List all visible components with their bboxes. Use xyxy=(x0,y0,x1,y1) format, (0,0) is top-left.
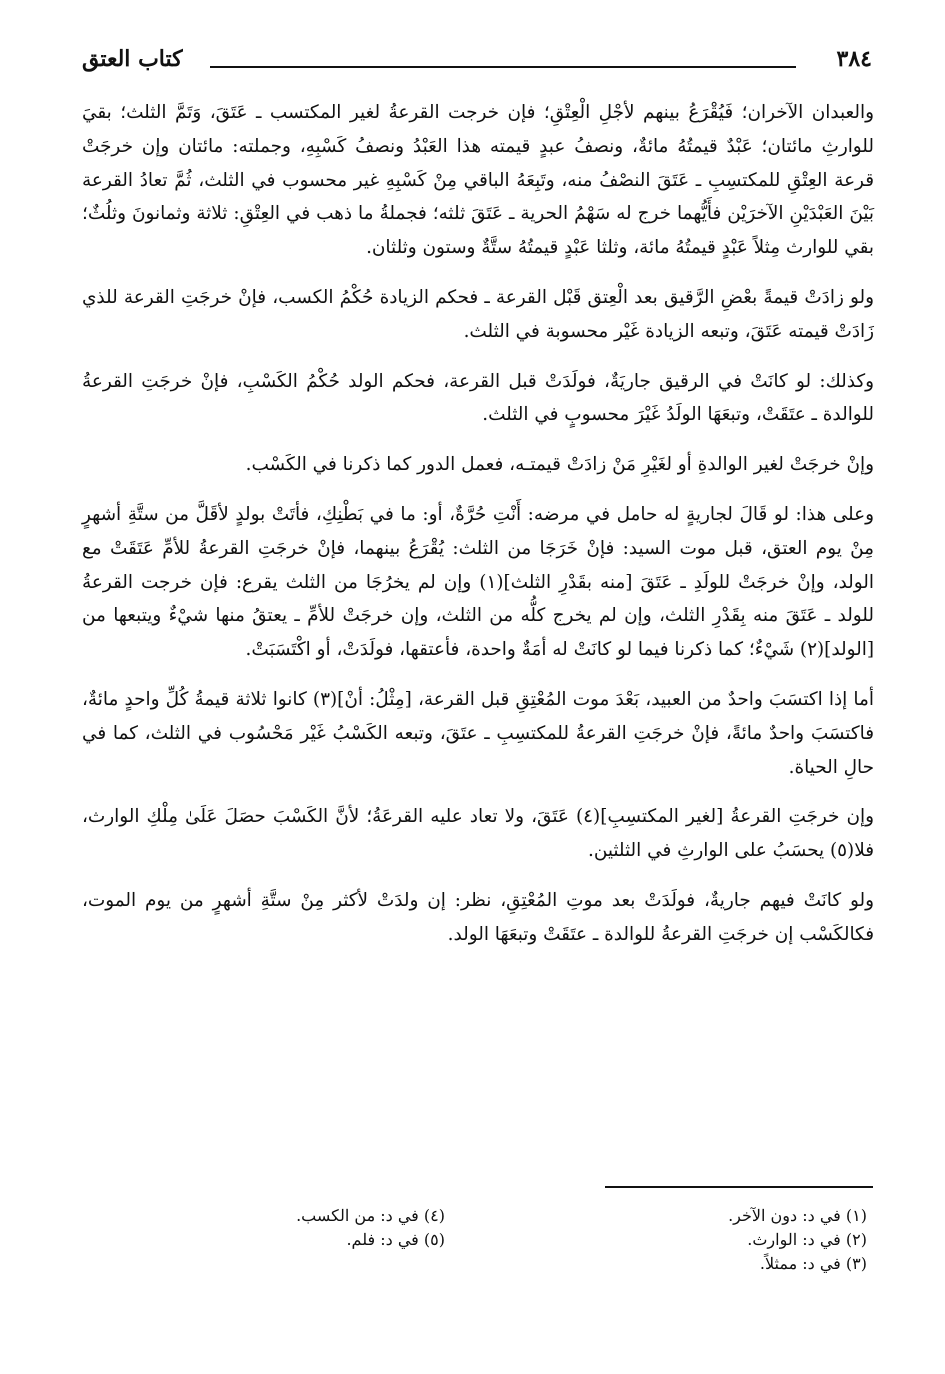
paragraph: وكذلك: لو كانَتْ في الرقيق جاريَةٌ، فولَدَتْ قبل القرعة، فحكم الولد حُكْمُ الكَسْبِ، فإنْ خرجَتِ القرعةُ للوالدة ـ عتَقَتْ، وتبعَهَا الولَدُ غَيْرَ محسوبٍ في الثلث. xyxy=(82,370,874,426)
page-number: ٣٨٤ xyxy=(836,46,872,72)
main-text xyxy=(82,96,874,968)
paragraph: وعلى هذا: لو قَالَ لجاريةٍ له حامل في مرضه: أَنْتِ حُرَّةٌ، أو: ما في بَطْنِكِ، فأتَتْ بولدٍ لأقَلَّ من ستَّةِ أشهرٍ مِنْ يوم العتق، قبل موت السيد: فإنْ خَرَجَا من الثلث: يُقْرَعُ بينهما، فإنْ خرجَتِ القرعةُ للأمِّ عَتَقَتْ مع الولد، وإنْ خرجَتْ للولَدِ ـ عَتَقَ [منه بقَدْرِ الثلث](١) وإن لم يخرُجَا من الثلث يقرع: فإن خرجت القرعةُ للولد ـ عَتَقَ منه بِقَدْرِ الثلث، وإن لم يخرج كلُّه من الثلث، وإن خرجَتْ للأمِّ ـ يعتقُ منها شيْءٌ ويتبعها من [الولد](٢) شَيْءٌ؛ كما ذكرنا فيما لو كانَتْ له أمَةٌ واحدة، فأعتقها، فولَدَتْ، أو اكْتَسَبَتْ. xyxy=(82,503,874,661)
paragraph: ولو زادَتْ قيمةً بعْضِ الرَّقيق بعد الْعِتق قَبْل القرعة ـ فحكم الزيادة حُكْمُ الكسب، فإنْ خرجَتِ القرعة للذي زَادَتْ قيمته عَتَقَ، وتبعه الزيادة غَيْر محسوبة في الثلث. xyxy=(82,286,874,342)
footnote: (٣) في د: ممثلاً. xyxy=(759,1254,867,1273)
footnote: (١) في د: دون الآخر. xyxy=(728,1206,867,1225)
running-header xyxy=(82,42,872,76)
book-title: كتاب العتق xyxy=(82,46,183,72)
footnote: (٥) في د: فلم. xyxy=(346,1230,445,1249)
footnote-separator xyxy=(605,1186,873,1188)
paragraph: وإنْ خرجَتْ لغير الوالدةِ أو لغَيْرِ مَنْ زادَتْ قيمتـه، فعمل الدور كما ذكرنا في الكَسْب. xyxy=(245,454,874,476)
paragraph: أما إذا اكتسَبَ واحدٌ من العبيد، بَعْدَ موت المُعْتِقِ قبل القرعة، [مِثْلُ: أنْ](٣) كانوا ثلاثة قيمةُ كُلِّ واحدٍ مائةٌ، فاكتسَبَ واحدٌ مائةً، فإنْ خرجَتِ القرعةُ للمكتسِبِ ـ عتَقَ، وتبعه الكَسْبُ غَيْر مَحْسُوب في الثلث، كما في حالِ الحياة. xyxy=(82,688,874,778)
paragraph: والعبدان الآخران؛ فَيُقْرَعُ بينهم لأجْلِ الْعِتْقِ؛ فإن خرجت القرعةُ لغير المكتسب ـ عَتَقَ، وَتَمَّ الثلث؛ بقيَ للوارثِ مائتان؛ عَبْدٌ قيمتُهُ مائةٌ، ونصفُ عبدٍ قيمته هذا العَبْدُ ونصفُ كَسْبِهِ، وجملته: مائتان وإن خرجَتْ قرعة العِتْقِ للمكتسِبِ ـ عَتَقَ النصْفُ منه، وتَبِعَهُ الباقي مِنْ كَسْبِهِ غير محسوب في الثلث، ثُمَّ تعادُ القرعة بَيْنَ العَبْدَيْنِ الآخرَيْن فأَيُّهما خرج له سَهْمُ الحرية ـ عَتَقَ ثلثه؛ فجملةُ ما ذهب في العِتْقِ: ثلاثة وثمانونَ وثلُثٌ؛ بقي للوارث مِثلاً عَبْدٍ قيمتُهُ مائة، وثلثا عَبْدٍ قيمتُهُ ستَّةٌ وستون وثلثان. xyxy=(82,102,874,259)
footnotes-left-column xyxy=(165,1204,445,1252)
footnote: (٤) في د: من الكسب. xyxy=(296,1206,445,1225)
paragraph: ولو كانَتْ فيهم جاريةٌ، فولَدَتْ بعد موتِ المُعْتِقِ، نظر: إن ولدَتْ لأكثر مِنْ ستَّةِ أشهرٍ من يوم الموت، فكالكَسْب إن خرجَتِ القرعةُ للوالدة ـ عتَقَتْ وتبعَهَا الولد. xyxy=(82,889,874,945)
paragraph: وإن خرجَتِ القرعةُ [لغير المكتسِبِ](٤) عَتَقَ، ولا تعاد عليه القرعَةُ؛ لأنَّ الكَسْبَ حصَلَ عَلَىٰ مِلْكِ الوارث، فلا(٥) يحسَبُ على الوارثِ في الثلثين. xyxy=(82,806,874,862)
header-rule xyxy=(210,66,796,68)
footnotes-right-column xyxy=(567,1204,867,1276)
footnote: (٢) في د: الوارث. xyxy=(747,1230,867,1249)
